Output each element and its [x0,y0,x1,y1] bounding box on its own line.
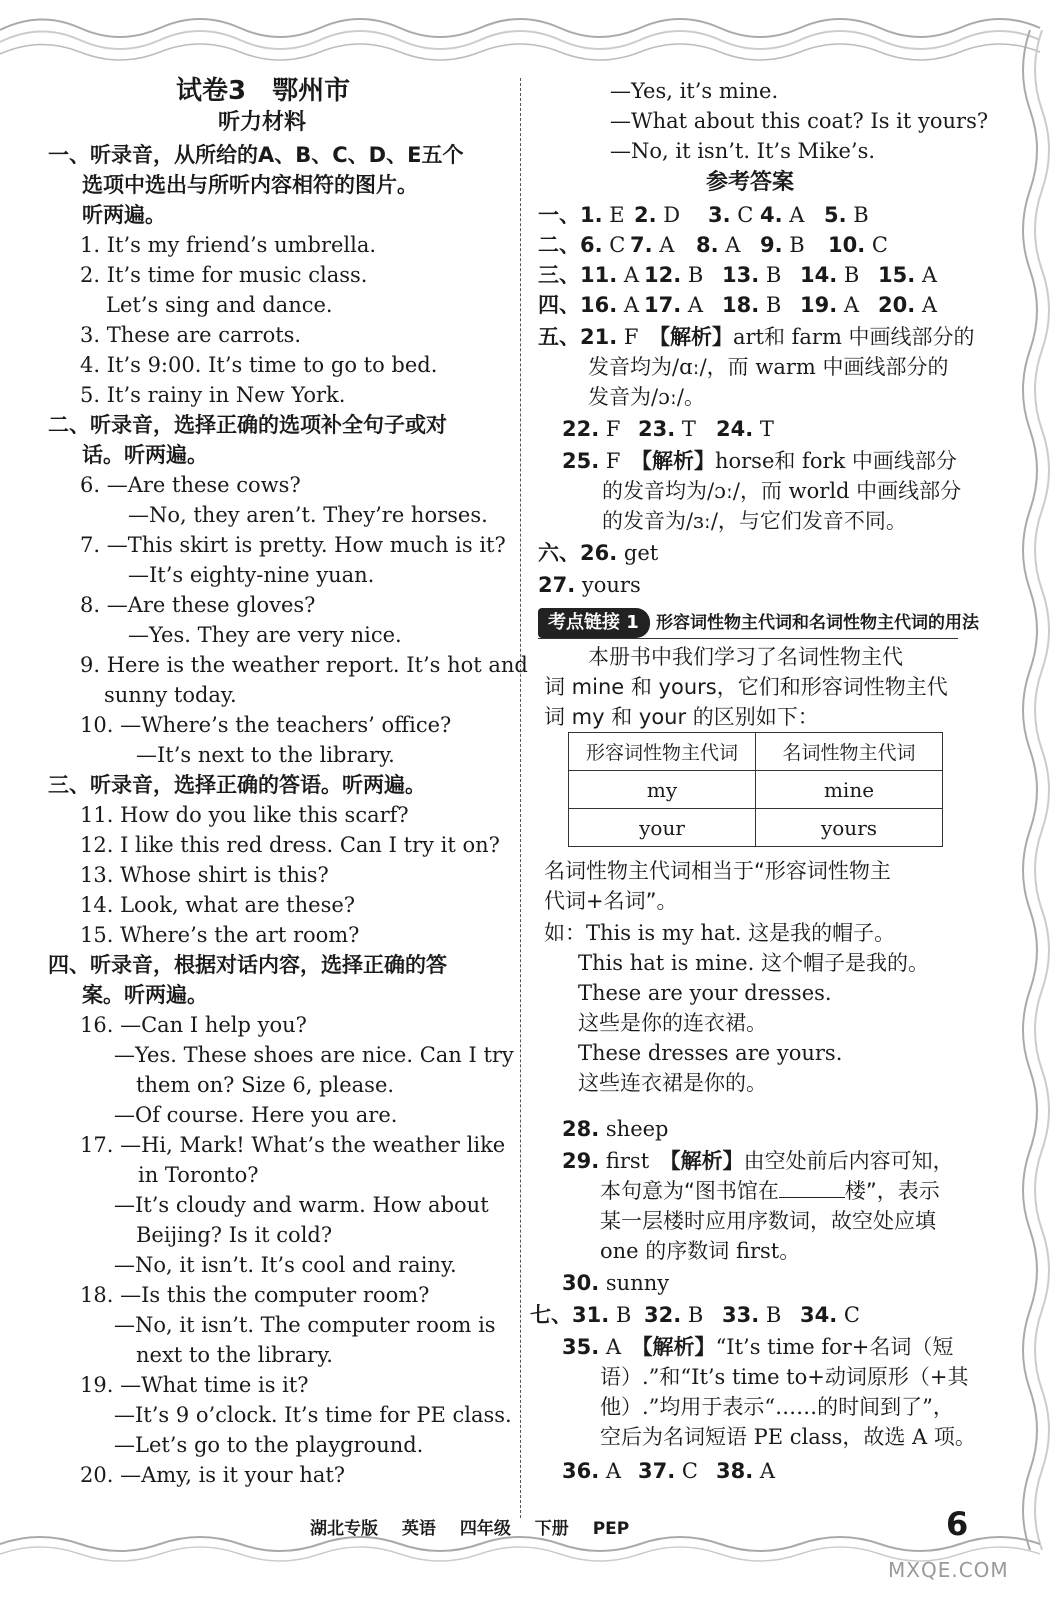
explanation-text: 他）.”均用于表示“……的时间到了”， [600,1395,954,1419]
section-heading: 听力材料 [218,110,307,135]
example-sentence: 如：This is my hat. 这是我的帽子。 [544,921,896,945]
listening-item: 3. These are carrots. [80,323,302,347]
listening-item: 8. —Are these gloves? [80,593,316,617]
footer-grade: 四年级 [459,1519,511,1539]
answer-value: B [853,203,869,227]
table-header-row [569,733,943,771]
answer [716,1456,775,1486]
answer [562,1114,669,1144]
explanation-text: 由空处前后内容可知， [743,1149,954,1173]
listening-item: in Toronto? [138,1163,259,1187]
answer-explanation [562,1332,953,1362]
answer-value: A [659,233,675,257]
answer [562,414,620,444]
answer-row [538,230,625,260]
explanation-text: one 的序数词 first。 [600,1239,801,1263]
answer-number: 9. [760,233,783,257]
answer-number: 26. [580,541,618,565]
answer-value: D [663,203,681,227]
listening-item: —No, they aren’t. They’re horses. [128,503,488,527]
answer-value: B [789,233,805,257]
answer-number: 29. [562,1149,600,1173]
answer [634,200,680,230]
section-3-instruction: 三、听录音，选择正确的答语。听两遍。 [48,773,426,797]
answer [716,414,774,444]
answer-value: C [681,1459,698,1483]
answer-value: A [725,233,741,257]
section-1-instruction: 选项中选出与所听内容相符的图片。 [82,173,418,197]
table-cell: yours [756,809,943,847]
listening-item: —No, it isn’t. It’s cool and rainy. [114,1253,457,1277]
answer-number: 12. [644,263,682,287]
answer-value: C [609,233,626,257]
listening-item: —No, it isn’t. It’s Mike’s. [610,139,876,163]
answer-number: 36. [562,1459,600,1483]
listening-item: 6. —Are these cows? [80,473,301,497]
listening-item: —It’s 9 o’clock. It’s time for PE class. [114,1403,512,1427]
explanation-text: horse和 fork 中画线部分 [714,449,957,473]
answer-number: 31. [572,1303,610,1327]
explanation-text: 的发音均为/ɔː/，而 world 中画线部分 [602,479,962,503]
answer-value: T [681,417,696,441]
answer-value: yours [581,573,641,597]
answer-value: B [687,263,704,287]
example-sentence: These dresses are yours. [578,1041,843,1065]
answer-value: C [843,1303,860,1327]
analysis-tag: 【解析】 [642,1335,716,1359]
answer-row [538,200,625,230]
answer-row [530,1300,631,1330]
answer-value: A [605,1459,622,1483]
explanation-text: 某一层楼时应用序数词，故空处应填 [600,1209,936,1233]
listening-item: —It’s next to the library. [136,743,395,767]
explanation-text: 楼”，表示 [844,1179,940,1203]
answer [722,290,781,320]
analysis-tag: 【解析】 [670,1149,744,1173]
listening-item: 16. —Can I help you? [80,1013,307,1037]
pronoun-comparison-table [568,732,943,847]
answer [538,538,658,568]
knowledge-text: 词 mine 和 yours，它们和形容词性物主代 [544,675,948,699]
answer [644,290,703,320]
answer-number: 20. [878,293,916,317]
listening-item: 14. Look, what are these? [80,893,356,917]
answer-value: first [605,1149,650,1173]
answer-number: 28. [562,1117,600,1141]
answer-value: E [609,203,625,227]
knowledge-text: 名词性物主代词相当于“形容词性物主 [544,859,891,883]
answer-number: 37. [638,1459,676,1483]
answer-value: sunny [605,1271,670,1295]
listening-item: 1. It’s my friend’s umbrella. [80,233,377,257]
top-wave-border [0,0,1063,68]
answer-row [538,260,639,290]
section-1-instruction: 听两遍。 [82,203,166,227]
answer [760,200,804,230]
answer-value: F [605,417,621,441]
table-header-cell: 形容词性物主代词 [569,733,756,771]
listening-item: —It’s cloudy and warm. How about [114,1193,489,1217]
answer-value: A [623,263,640,287]
page-number: 6 [946,1505,969,1543]
answer-number: 27. [538,573,576,597]
answer-value: B [765,263,782,287]
example-sentence: 这些是你的连衣裙。 [578,1011,767,1035]
section-4-instruction: 案。听两遍。 [82,983,208,1007]
answer-number: 11. [580,263,618,287]
answer-value: B [687,1303,704,1327]
answer-value: B [765,293,782,317]
answer-value: A [921,263,938,287]
section-marker: 四、 [538,293,580,317]
answer-number: 23. [638,417,676,441]
answer [878,290,937,320]
listening-item: 4. It’s 9:00. It’s time to go to bed. [80,353,438,377]
footer-region: 湖北专版 [310,1519,378,1539]
answer-value: A [687,293,704,317]
listening-item: 17. —Hi, Mark! What’s the weather like [80,1133,506,1157]
example-sentence: This hat is mine. 这个帽子是我的。 [578,951,929,975]
answer [644,260,703,290]
answer-value: A [921,293,938,317]
answer-number: 35. [562,1335,600,1359]
answer [644,1300,703,1330]
listening-item: 19. —What time is it? [80,1373,309,1397]
listening-item: 2. It’s time for music class. [80,263,368,287]
answer-number: 22. [562,417,600,441]
knowledge-text: 词 my 和 your 的区别如下： [544,705,819,729]
watermark: MXQE.COM [888,1558,1009,1582]
answer-explanation [562,446,957,476]
listening-item: 20. —Amy, is it your hat? [80,1463,346,1487]
section-marker: 七、 [530,1303,572,1327]
answer [722,260,781,290]
answer-explanation [562,1146,954,1176]
explanation-text: 语）.”和“It’s time to+动词原形（+其 [600,1365,969,1389]
answer-value: get [623,541,659,565]
section-marker: 一、 [538,203,580,227]
listening-item: 10. —Where’s the teachers’ office? [80,713,452,737]
answer-number: 13. [722,263,760,287]
answer-number: 4. [760,203,783,227]
answer-number: 38. [716,1459,754,1483]
footer-edition: PEP [592,1519,630,1539]
answer-number: 30. [562,1271,600,1295]
answer-number: 21. [580,325,618,349]
listening-item: Beijing? Is it cold? [136,1223,333,1247]
answer-number: 17. [644,293,682,317]
listening-item: Let’s sing and dance. [106,293,333,317]
knowledge-link-underline [538,638,958,639]
answer-number: 34. [800,1303,838,1327]
explanation-text: 空后为名词短语 PE class，故选 A 项。 [600,1425,976,1449]
answer [538,570,641,600]
answer-number: 24. [716,417,754,441]
answer [878,260,937,290]
explanation-text: 发音均为/ɑː/，而 warm 中画线部分的 [588,355,949,379]
explanation-text: 的发音为/ɜː/，与它们发音不同。 [602,509,907,533]
listening-item: —No, it isn’t. The computer room is [114,1313,496,1337]
knowledge-text: 代词+名词”。 [544,889,678,913]
answer-number: 25. [562,449,600,473]
knowledge-text: 本册书中我们学习了名词性物主代 [588,645,903,669]
listening-item: sunny today. [104,683,237,707]
example-sentence: 这些连衣裙是你的。 [578,1071,767,1095]
answer-number: 7. [630,233,653,257]
analysis-tag: 【解析】 [659,325,733,349]
answer-number: 19. [800,293,838,317]
section-2-instruction: 话。听两遍。 [82,443,208,467]
column-divider [520,78,521,1518]
answer [800,290,859,320]
listening-item: —It’s eighty-nine yuan. [128,563,375,587]
listening-item: —What about this coat? Is it yours? [610,109,989,133]
answer-value: F [605,449,621,473]
explanation-text: “It’s time for+名词（短 [715,1335,954,1359]
answer-number: 18. [722,293,760,317]
answer-number: 16. [580,293,618,317]
answer-value: C [737,203,754,227]
listening-item: them on? Size 6, please. [136,1073,395,1097]
answer-value: C [871,233,888,257]
answer-value: A [789,203,805,227]
answer [562,1456,621,1486]
answer-value: F [623,325,639,349]
answer [562,1268,669,1298]
answer-value: A [605,1335,622,1359]
section-marker: 五、 [538,325,580,349]
answer-number: 32. [644,1303,682,1327]
knowledge-link-badge: 考点链接 1 [538,608,650,638]
answer-value: A [759,1459,776,1483]
answer [696,230,740,260]
right-wave-border [1008,30,1063,1550]
answer-value: T [759,417,774,441]
table-cell: mine [756,771,943,809]
explanation-text: 本句意为“图书馆在 [600,1179,779,1203]
answers-heading: 参考答案 [706,170,795,195]
explanation-text [600,1176,940,1206]
table-row [569,809,943,847]
listening-item: next to the library. [136,1343,333,1367]
section-4-instruction: 四、听录音，根据对话内容，选择正确的答 [48,953,447,977]
answer-value: B [615,1303,632,1327]
listening-item: —Of course. Here you are. [114,1103,398,1127]
answer-value: B [843,263,860,287]
table-cell: my [569,771,756,809]
footer-volume: 下册 [534,1519,569,1539]
listening-item: 12. I like this red dress. Can I try it on? [80,833,500,857]
answer-number: 14. [800,263,838,287]
answer-number: 1. [580,203,603,227]
knowledge-link-title: 形容词性物主代词和名词性物主代词的用法 [656,613,979,633]
listening-item: —Yes. They are very nice. [128,623,402,647]
answer-number: 33. [722,1303,760,1327]
example-sentence: These are your dresses. [578,981,832,1005]
answer [708,200,753,230]
answer-value: A [623,293,640,317]
answer [638,414,696,444]
answer-number: 5. [824,203,847,227]
explanation-text: art和 farm 中画线部分的 [732,325,975,349]
page-footer [310,1514,647,1539]
listening-item: —Yes, it’s mine. [610,79,779,103]
table-cell: your [569,809,756,847]
listening-item: 9. Here is the weather report. It’s hot and [80,653,528,677]
section-marker: 三、 [538,263,580,287]
answer [722,1300,781,1330]
answer-value: sheep [605,1117,669,1141]
answer [630,230,674,260]
section-2-instruction: 二、听录音，选择正确的选项补全句子或对 [48,413,447,437]
section-marker: 二、 [538,233,580,257]
section-1-instruction: 一、听录音，从所给的A、B、C、D、E五个 [48,143,464,167]
footer-subject: 英语 [401,1519,436,1539]
answer-value: B [765,1303,782,1327]
answer [824,200,869,230]
listening-item: 11. How do you like this scarf? [80,803,409,827]
answer-number: 15. [878,263,916,287]
answer-number: 10. [828,233,866,257]
analysis-tag: 【解析】 [641,449,715,473]
listening-item: —Yes. These shoes are nice. Can I try [114,1043,514,1067]
answer [828,230,888,260]
answer [800,1300,860,1330]
answer [800,260,859,290]
table-header-cell: 名词性物主代词 [756,733,943,771]
fill-blank [779,1177,845,1198]
answer-number: 2. [634,203,657,227]
listening-item: 5. It’s rainy in New York. [80,383,346,407]
answer-number: 6. [580,233,603,257]
paper-title: 试卷3 鄂州市 [176,76,351,106]
listening-item: 7. —This skirt is pretty. How much is it? [80,533,506,557]
answer-row [538,290,639,320]
explanation-text: 发音为/ɔː/。 [588,385,705,409]
listening-item: 15. Where’s the art room? [80,923,360,947]
answer-explanation [538,322,975,352]
answer-number: 8. [696,233,719,257]
answer [760,230,805,260]
answer-number: 3. [708,203,731,227]
listening-item: 13. Whose shirt is this? [80,863,329,887]
table-row [569,771,943,809]
section-marker: 六、 [538,541,580,565]
answer-value: A [843,293,860,317]
listening-item: —Let’s go to the playground. [114,1433,424,1457]
answer [638,1456,698,1486]
listening-item: 18. —Is this the computer room? [80,1283,430,1307]
